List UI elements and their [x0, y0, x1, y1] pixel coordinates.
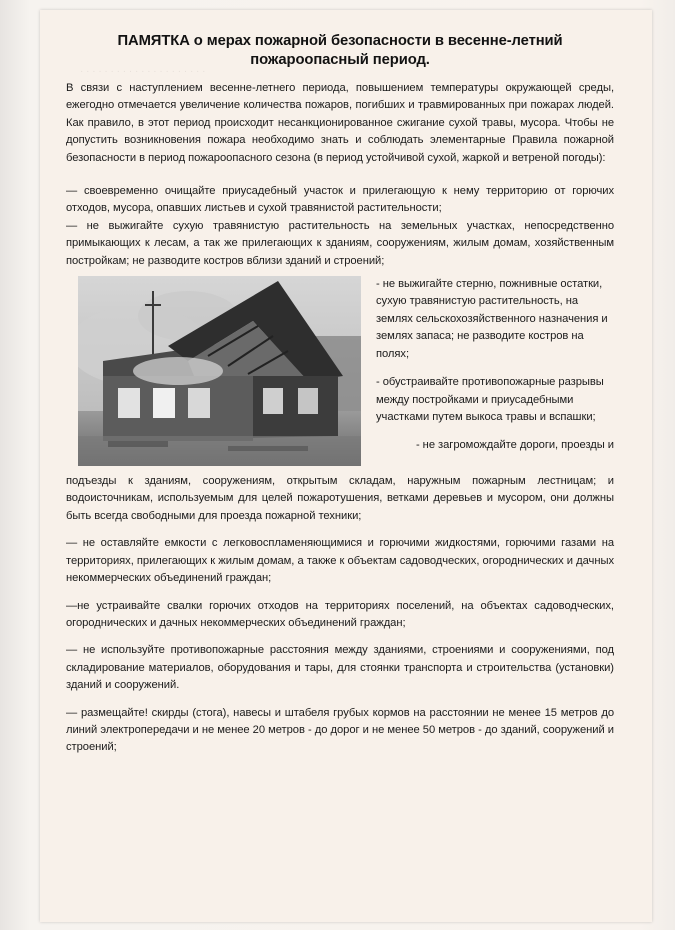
photo-side-text	[376, 276, 614, 455]
document-content	[66, 32, 614, 757]
rule-roads-start: - не загромождайте дороги, проезды и	[415, 439, 614, 452]
rule-haystacks: — размещайте! скирды (стога), навесы и штабеля грубых кормов на расстоянии не менее 15 метров до линий электропередачи и не менее 20 метров - до дорог и не менее 50 метров - до зданий, сооружений и строений;	[66, 706, 614, 754]
document-title: ПАМЯТКА о мерах пожарной безопасности в весенне-летний пожароопасный период.	[117, 33, 563, 68]
burnt-house-photo	[78, 276, 361, 466]
rule-no-grass-burning: — не выжигайте сухую травянистую растительность на земельных участках, непосредственно примыкающих к лесам, а так же прилегающих к зданиям, сооружениям, жилым домам, хозяйственным постройкам; не разводите костров вблизи зданий и строений;	[66, 219, 614, 267]
rule-no-stubble-burning: - не выжигайте стерню, пожнивные остатки, сухую травянистую растительность, на землях сельскохозяйственного назначения и землях запаса; не разводите костров на полях;	[376, 278, 608, 360]
rule-firebreaks: - обустраивайте противопожарные разрывы между постройками и приусадебными участками путем выкоса травы и вспашки;	[376, 376, 604, 423]
intro-paragraph: В связи с наступлением весенне-летнего периода, повышением температуры окружающей среды, ежегодно отмечается увеличение количества пожаров, погибших и травмированных при пожарах людей. Как правило, в этот период происходит несанкционированное сжигание сухой травы, мусора. Чтобы не допустить возникновения пожара необходимо знать и соблюдать элементарные Правила пожарной безопасности в период пожароопасного сезона (в период устойчивой сухой, жаркой и ветреной погоды):	[66, 82, 614, 164]
rule-flammable-containers: — не оставляйте емкости с легковоспламеняющимися и горючими жидкостями, горючими газами на территориях, прилегающих к жилым домам, а также к объектам садоводческих, огороднических и дачных некоммерческих объединений граждан;	[66, 537, 614, 585]
rule-clear-yard: — своевременно очищайте приусадебный участок и прилегающую к нему территорию от горючих отходов, мусора, опавших листьев и сухой травянистой растительности;	[66, 185, 614, 215]
rule-fire-distances: — не используйте противопожарные расстояния между зданиями, строениями и сооружениями, под складирование материалов, оборудования и тары, для стоянки транспорта и строительства (установки) зданий и сооружений.	[66, 644, 614, 692]
rule-no-dumps: —не устраивайте свалки горючих отходов на территориях поселений, на объектах садоводческих, огороднических и дачных некоммерческих объединений граждан;	[66, 599, 614, 629]
rule-roads-end: подъезды к зданиям, сооружениям, открытым складам, наружным пожарным лестницам; и водоисточникам, используемым для целей пожаротушения, ветками деревьев и мусором, они должны быть всегда свободными для проезда пожарной техники;	[66, 475, 614, 522]
photo-section	[66, 276, 614, 481]
document-page: · · · · · · · · · · · · · · · · · · · · ·	[40, 10, 652, 922]
